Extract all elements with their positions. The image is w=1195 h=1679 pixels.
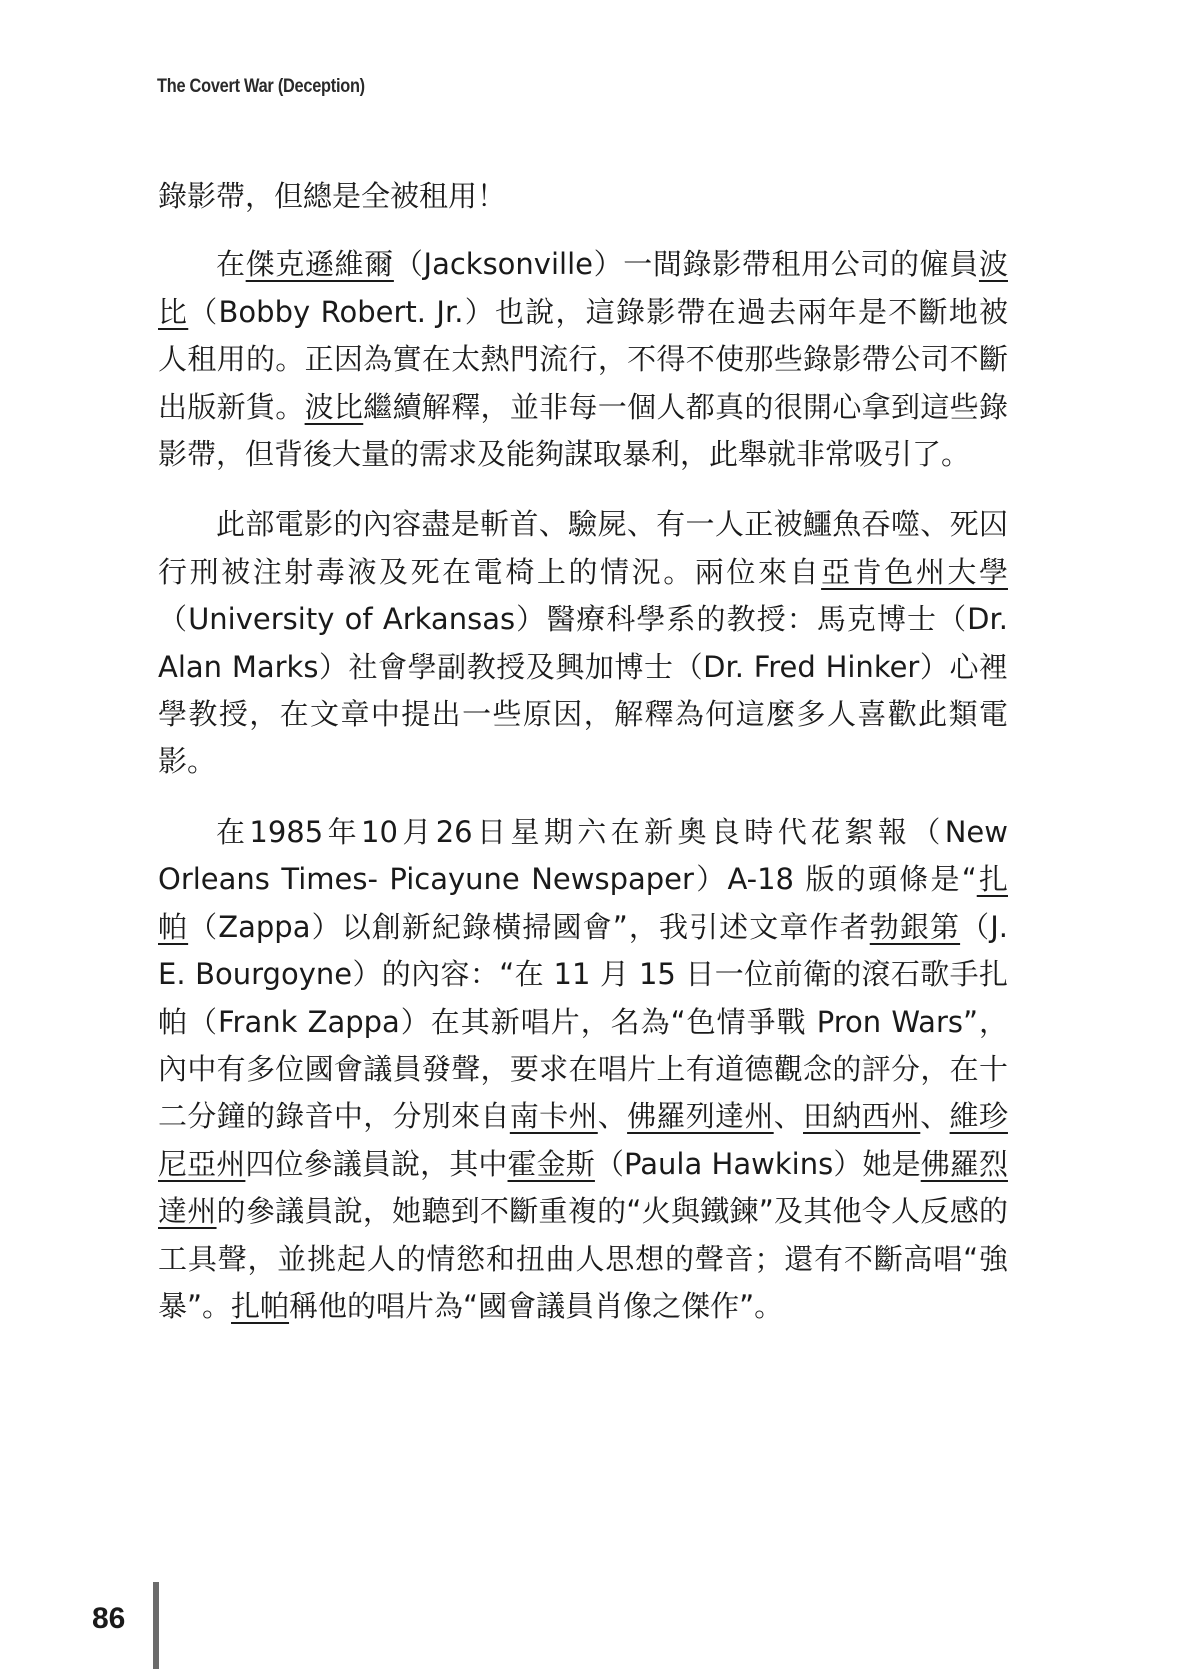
underlined-name: 霍金斯 <box>507 1146 595 1181</box>
text-run: 在 <box>216 247 246 282</box>
underlined-name: 佛羅烈達州 <box>158 1146 1008 1229</box>
text-run: （Jacksonville）一間錄影帶租用公司的僱員 <box>393 247 979 282</box>
underlined-name: 傑克遜維爾 <box>245 247 394 282</box>
underlined-name: 佛羅列達州 <box>627 1099 774 1134</box>
underlined-name: 波比 <box>158 247 1008 329</box>
text-run: （Bobby Robert. Jr.）也說，這錄影帶在過去兩年是不斷地被人租用的。正因為實在太熱門流行，不得不使那些錄影帶公司不斷出版新貨。 <box>158 294 1008 424</box>
folio-rule <box>153 1582 159 1669</box>
body-text <box>158 173 1008 1330</box>
underlined-name: 維珍尼亞州 <box>158 1099 1008 1181</box>
text-run: 四位參議員說，其中 <box>245 1146 508 1181</box>
text-run: （Paula Hawkins）她是 <box>594 1146 921 1181</box>
text-run: （Zappa）以創新紀錄橫掃國會”，我引述文章作者 <box>188 909 870 944</box>
paragraph-zappa-article <box>158 809 1008 1330</box>
underlined-name: 亞肯色州大學 <box>821 554 1008 589</box>
paragraph-continued <box>158 173 1008 220</box>
underlined-name: 波比 <box>304 389 364 424</box>
text-run: （J. E. Bourgoyne）的內容：“在 11 月 15 日一位前衛的滾石歌手扎帕（Frank Zappa）在其新唱片，名為“色情爭戰 Pron Wars”，內中有多位國會議員發聲，要求在唱片上有道德觀念的評分，在十二分鐘的錄音中，分別來自 <box>158 909 1008 1134</box>
text-run: 稱他的唱片為“國會議員肖像之傑作”。 <box>289 1288 784 1323</box>
text-run: 、 <box>920 1099 950 1134</box>
underlined-name: 田納西州 <box>803 1099 921 1134</box>
page-number: 86 <box>92 1602 126 1635</box>
underlined-name: 扎帕 <box>231 1288 290 1323</box>
paragraph-video-rental <box>158 241 1008 478</box>
running-head-title: The Covert War (Deception) <box>157 76 365 97</box>
text-run: 的參議員說，她聽到不斷重複的“火與鐵鍊”及其他令人反感的工具聲，並挑起人的情慾和扭曲人思想的聲音；還有不斷高唱“強暴”。 <box>158 1194 1008 1323</box>
text-run: 、 <box>597 1099 628 1134</box>
text-run: 繼續解釋，並非每一個人都真的很開心拿到這些錄影帶，但背後大量的需求及能夠謀取暴利，此舉就非常吸引了。 <box>158 389 1008 472</box>
text-run: 在1985年10月26日星期六在新奧良時代花絮報（New Orleans Times- Picayune Newspaper）A-18 版的頭條是“ <box>158 814 1008 897</box>
text-run: 此部電影的內容盡是斬首、驗屍、有一人正被鱷魚吞噬、死囚行刑被注射毒液及死在電椅上的情況。兩位來自 <box>158 507 1008 589</box>
underlined-name: 勃銀第 <box>869 909 961 944</box>
underlined-name: 扎帕 <box>158 862 1008 944</box>
text-run: （University of Arkansas）醫療科學系的教授：馬克博士（Dr. Alan Marks）社會學副教授及興加博士（Dr. Fred Hinker）心裡學教授，在文章中提出一些原因，解釋為何這麼多人喜歡此類電影。 <box>158 602 1008 779</box>
text-run: 、 <box>773 1099 804 1134</box>
underlined-name: 南卡州 <box>509 1099 598 1134</box>
paragraph-film-content <box>158 501 1008 785</box>
text-run: 錄影帶，但總是全被租用！ <box>158 179 507 213</box>
